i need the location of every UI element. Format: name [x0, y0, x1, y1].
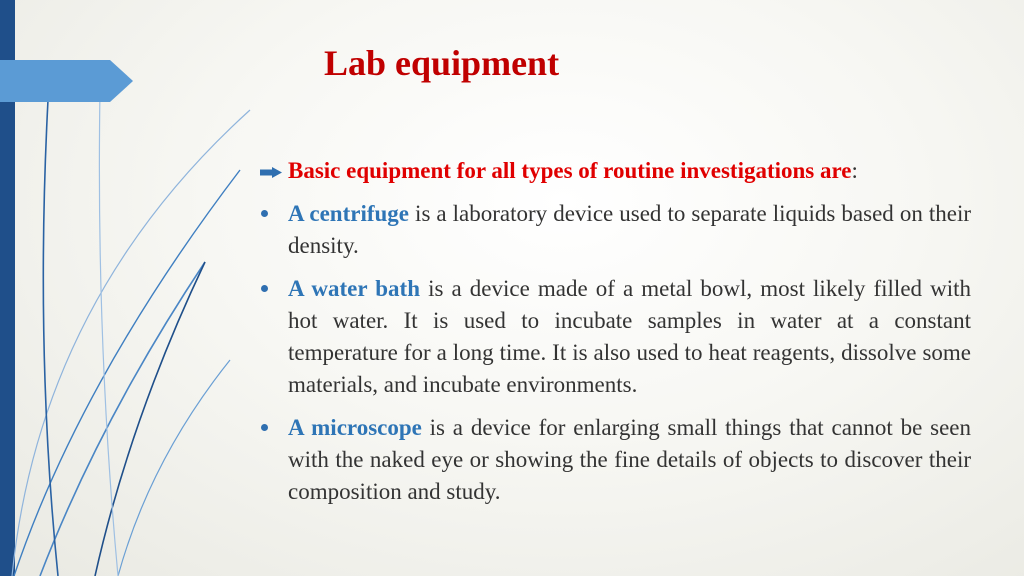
desc-centrifuge: is a laboratory device used to separate liquids based on their density. — [288, 201, 972, 258]
title-arrow-tab — [0, 60, 133, 102]
desc-water-bath: is a device made of a metal bowl, most likely filled with hot water. It is used to incubate samples in water at a constant temperature for a long time. It is also used to heat reagents, dissolve some materials, and incubate environments. — [288, 276, 971, 397]
dot-bullet-icon — [261, 285, 268, 292]
term-water-bath: A water bath — [288, 276, 420, 301]
list-item-centrifuge — [256, 198, 971, 262]
arrow-right-icon — [260, 167, 282, 178]
intro-text: Basic equipment for all types of routine investigations are — [288, 158, 852, 183]
dot-bullet-icon — [261, 210, 268, 217]
slide-content — [256, 155, 971, 508]
desc-microscope: is a device for enlarging small things that cannot be seen with the naked eye or showing the fine details of objects to discover their composition and study. — [288, 415, 971, 504]
list-item-microscope — [256, 412, 971, 508]
dot-bullet-icon — [261, 424, 268, 431]
intro-item — [256, 155, 971, 187]
slide-title: Lab equipment — [324, 43, 560, 83]
term-microscope: A microscope — [288, 415, 422, 440]
list-item-water-bath — [256, 273, 971, 401]
term-centrifuge: A centrifuge — [288, 201, 410, 226]
intro-colon: : — [851, 158, 858, 183]
